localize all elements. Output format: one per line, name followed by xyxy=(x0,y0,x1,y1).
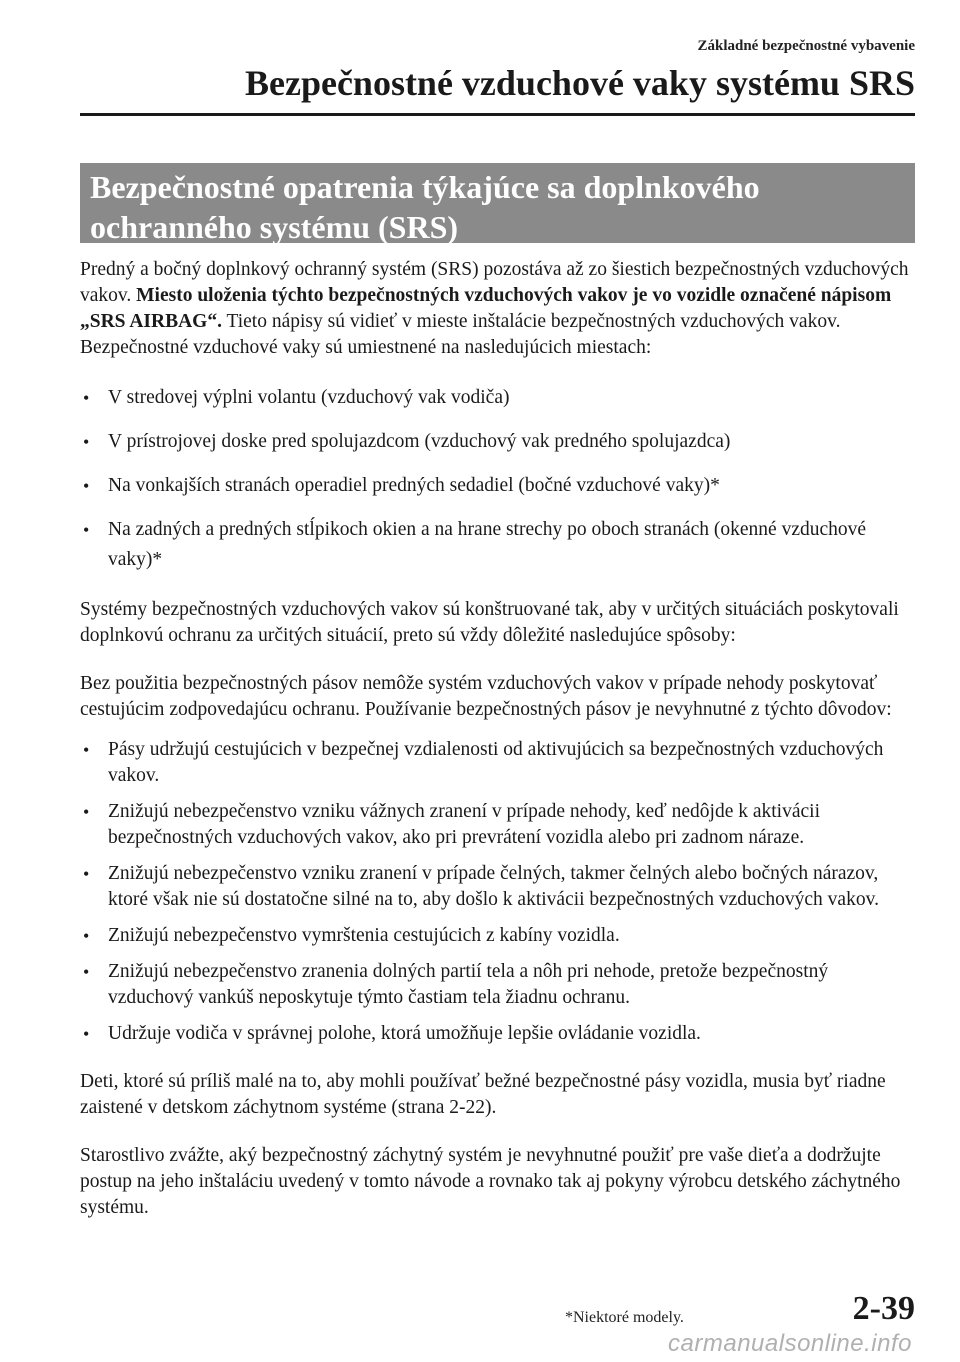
intro-paragraph xyxy=(80,257,915,335)
bullet-icon: • xyxy=(83,1024,90,1044)
list-item: • Znižujú nebezpečenstvo vzniku zranení v prípade čelných, takmer čelných alebo bočných nárazov, ktoré však nie sú dostatočne silné na to, aby došlo k aktivácii bezpečnostných vzduchových vakov. xyxy=(83,863,879,910)
intro-text-bold: Miesto uloženia týchto bezpečnostných vzduchových vakov je vo vozidle označené nápisom „SRS AIRBAG“. xyxy=(80,285,892,332)
list-item: • Znižujú nebezpečenstvo vymrštenia cestujúcich z kabíny vozidla. xyxy=(80,923,915,949)
list-item: • Udržuje vodiča v správnej polohe, ktorá umožňuje lepšie ovládanie vozidla. xyxy=(80,1021,915,1047)
airbag-locations-list xyxy=(80,383,915,575)
bullet-icon: • xyxy=(83,520,90,540)
bullet-icon: • xyxy=(83,802,90,822)
belts-paragraph: Bez použitia bezpečnostných pásov nemôže systém vzduchových vakov v prípade nehody poskytovať cestujúcim zodpovedajúcu ochranu. Používanie bezpečnostných pásov je nevyhnutné z týchto dôvodov: xyxy=(80,673,892,720)
page-title: Bezpečnostné vzduchové vaky systému SRS xyxy=(244,63,915,103)
bullet-icon: • xyxy=(83,740,90,760)
footnote: *Niektoré modely. xyxy=(565,1309,684,1326)
header-divider xyxy=(80,113,915,116)
section-banner: Bezpečnostné opatrenia týkajúce sa doplnkového ochranného systému (SRS) xyxy=(80,163,915,243)
bullet-icon: • xyxy=(83,432,90,452)
bullet-icon: • xyxy=(83,926,90,946)
intro-text-start: Predný a bočný doplnkový ochranný systém (SRS) pozostáva až zo šiestich bezpečnostných vzduchových vakov. xyxy=(80,259,909,306)
list-item: • Na vonkajších stranách operadiel predných sedadiel (bočné vzduchové vaky)* xyxy=(80,471,915,501)
list-item: • Pásy udržujú cestujúcich v bezpečnej vzdialenosti od aktivujúcich sa bezpečnostných vzduchových vakov. xyxy=(83,739,884,786)
careful-paragraph: Starostlivo zvážte, aký bezpečnostný záchytný systém je nevyhnutné použiť pre vaše dieťa a dodržujte postup na jeho inštaláciu uvedený v tomto návode a rovnako tak aj pokyny výrobcu detského záchytného systému. xyxy=(80,1145,901,1218)
list-item: • Znižujú nebezpečenstvo vzniku vážnych zranení v prípade nehody, keď nedôjde k aktivácii bezpečnostných vzduchových vakov, ako pri prevrátení vozidla alebo pri zadnom náraze. xyxy=(83,801,820,848)
belt-reasons-list xyxy=(80,737,915,1047)
locations-intro: Bezpečnostné vzduchové vaky sú umiestnené na nasledujúcich miestach: xyxy=(80,337,652,358)
bullet-icon: • xyxy=(83,962,90,982)
intro-text-end: Tieto nápisy sú vidieť v mieste inštalácie bezpečnostných vzduchových vakov. xyxy=(221,311,841,332)
main-content xyxy=(80,257,915,1221)
bullet-icon: • xyxy=(83,388,90,408)
section-label: Základné bezpečnostné vybavenie xyxy=(697,38,915,54)
children-paragraph: Deti, ktoré sú príliš malé na to, aby mohli používať bežné bezpečnostné pásy vozidla, musia byť riadne zaistené v detskom záchytnom systéme (strana 2-22). xyxy=(80,1071,886,1118)
watermark: carmanualsonline.info xyxy=(668,1330,912,1357)
list-item: • V stredovej výplni volantu (vzduchový vak vodiča) xyxy=(80,383,915,413)
systems-paragraph: Systémy bezpečnostných vzduchových vakov sú konštruované tak, aby v určitých situáciách poskytovali doplnkovú ochranu za určitých situácií, preto sú vždy dôležité nasledujúce spôsoby: xyxy=(80,599,899,646)
list-item: • Na zadných a predných stĺpikoch okien a na hrane strechy po oboch stranách (okenné vzduchové vaky)* xyxy=(80,515,915,575)
list-item: • Znižujú nebezpečenstvo zranenia dolných partií tela a nôh pri nehode, pretože bezpečnostný vzduchový vankúš neposkytuje týmto častiam tela žiadnu ochranu. xyxy=(83,961,829,1008)
bullet-icon: • xyxy=(83,864,90,884)
bullet-icon: • xyxy=(83,476,90,496)
page-number: 2-39 xyxy=(852,1290,915,1327)
list-item: • V prístrojovej doske pred spolujazdcom (vzduchový vak predného spolujazdca) xyxy=(80,427,915,457)
